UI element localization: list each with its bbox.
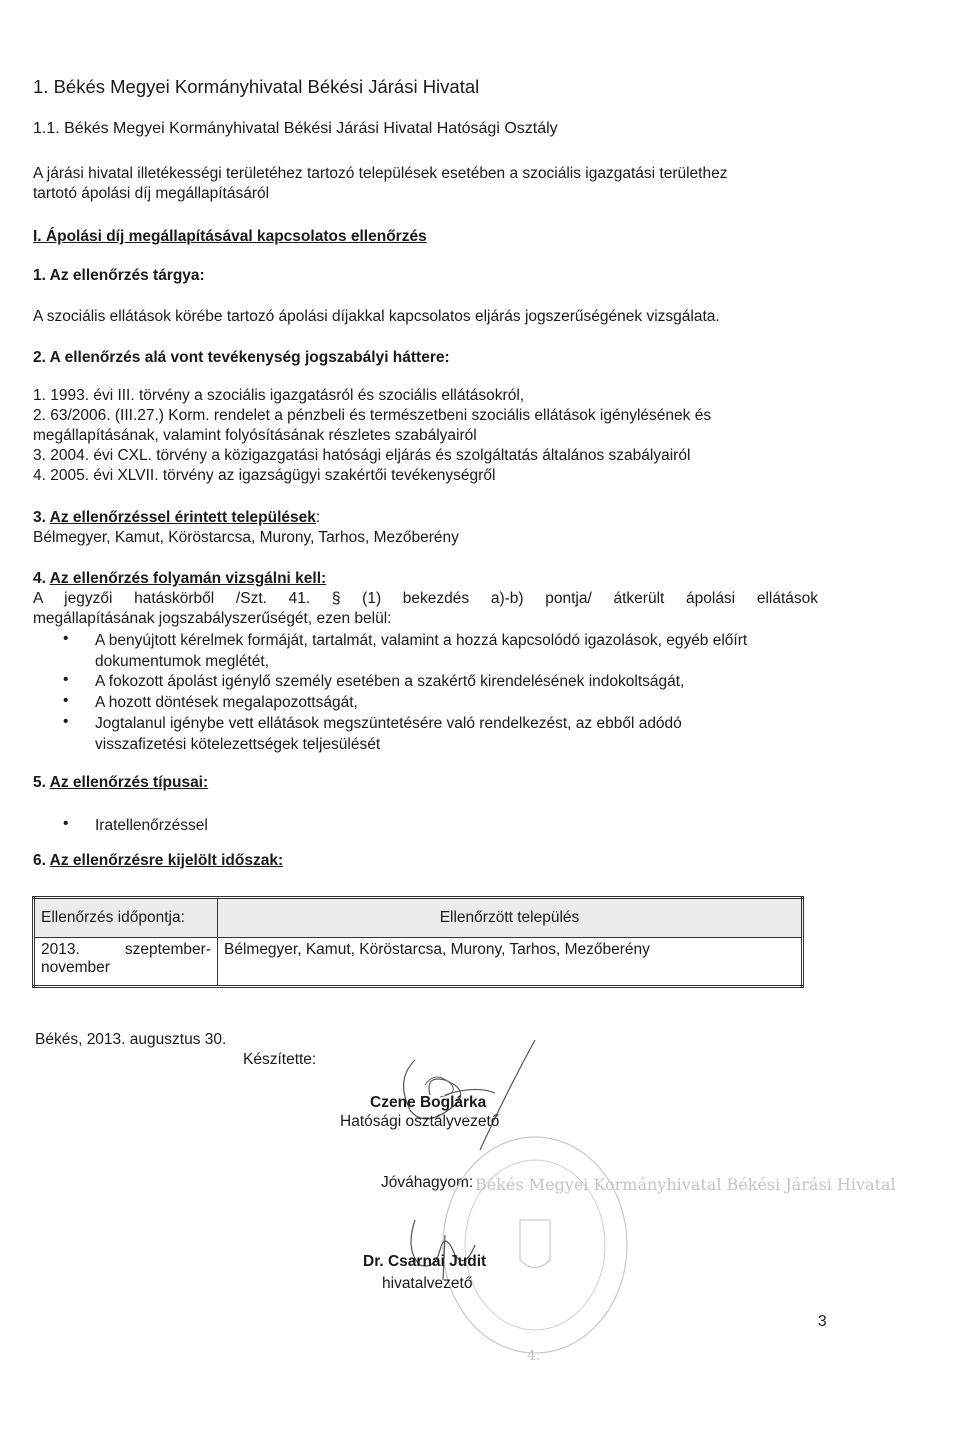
bullet-dot: •	[63, 815, 69, 832]
s3-title	[33, 508, 320, 528]
s3-title-num: 3.	[33, 509, 50, 526]
approver-name: Dr. Csarnai Judit	[363, 1253, 487, 1270]
bullet-item-2: A fokozott ápolást igénylő személy esetében a szakértő kirendelésének indokoltságát,	[95, 673, 685, 690]
s5-title-num: 5.	[33, 774, 50, 791]
bullet-dot: •	[63, 630, 69, 647]
s4-intro-2: megállapításának jogszabályszerűségét, ezen belül:	[33, 610, 392, 627]
preparer-title: Hatósági osztályvezető	[340, 1113, 500, 1130]
law-item-4: 4. 2005. évi XLVII. törvény az igazságügyi szakértői tevékenységről	[33, 467, 496, 484]
s1-title: 1. Az ellenőrzés tárgya:	[33, 267, 205, 284]
approve-label: Jóváhagyom:	[381, 1174, 474, 1191]
s5-title	[33, 773, 208, 793]
bullet-item-1-line-2: dokumentumok meglétét,	[95, 653, 270, 670]
prepared-by-label: Készítette:	[243, 1051, 317, 1068]
approver-title: hivatalvezető	[382, 1275, 473, 1292]
bullet-dot: •	[63, 671, 69, 688]
intro-line-2: tartotó ápolási díj megállapításáról	[33, 185, 270, 202]
s5-title-text: Az ellenőrzés típusai:	[49, 774, 209, 791]
s2-title: 2. A ellenőrzés alá vont tevékenység jogszabályi háttere:	[33, 349, 450, 366]
bullet-item-1-line-1: A benyújtott kérelmek formáját, tartalmát, valamint a hozzá kapcsolódó igazolások, egyéb előírt	[95, 632, 748, 649]
stamp-number: 4.	[527, 1348, 541, 1364]
table-row	[34, 938, 803, 987]
bullet-item-4	[95, 713, 835, 755]
header-inspection-date: Ellenőrzés időpontja:	[34, 898, 218, 938]
s3-title-colon: :	[315, 509, 321, 526]
place-date: Békés, 2013. augusztus 30.	[35, 1031, 227, 1048]
intro-line-1: A járási hivatal illetékességi területéhez tartozó települések esetében a szociális igazgatási területhez	[33, 165, 728, 182]
cell-localities: Bélmegyer, Kamut, Köröstarcsa, Murony, Tarhos, Mezőberény	[218, 938, 803, 987]
bullet-dot: •	[63, 692, 69, 709]
s3-title-text: Az ellenőrzéssel érintett települések	[49, 509, 316, 526]
s1-text: A szociális ellátások körébe tartozó ápolási díjakkal kapcsolatos eljárás jogszerűségének vizsgálata.	[33, 308, 720, 325]
law-item-2-cont: megállapításának, valamint folyósításának részletes szabályairól	[33, 427, 477, 444]
s4-title-num: 4.	[33, 570, 50, 587]
section-title: I. Ápolási díj megállapításával kapcsolatos ellenőrzés	[33, 228, 427, 245]
heading-1: 1. Békés Megyei Kormányhivatal Békési Járási Hivatal	[33, 76, 480, 97]
s4-title	[33, 569, 326, 589]
s6-title-num: 6.	[33, 852, 50, 869]
law-item-1: 1. 1993. évi III. törvény a szociális igazgatásról és szociális ellátásokról,	[33, 387, 525, 404]
s2-list	[33, 386, 833, 486]
s6-title	[33, 851, 283, 871]
page-number: 3	[818, 1313, 827, 1330]
period-line-1	[41, 941, 211, 959]
bullet-item-1	[95, 630, 835, 672]
table-header-row	[34, 898, 803, 938]
bullet-dot: •	[63, 713, 69, 730]
law-item-2: 2. 63/2006. (III.27.) Korm. rendelet a pénzbeli és természetbeni szociális ellátások igénylésének és	[33, 407, 712, 424]
heading-1-1: 1.1. Békés Megyei Kormányhivatal Békési Járási Hivatal Hatósági Osztály	[33, 120, 558, 137]
s4-title-text: Az ellenőrzés folyamán vizsgálni kell:	[49, 570, 327, 587]
period-end: november	[41, 959, 110, 976]
bullet-item-3: A hozott döntések megalapozottságát,	[95, 694, 358, 711]
s3-text: Bélmegyer, Kamut, Köröstarcsa, Murony, Tarhos, Mezőberény	[33, 529, 459, 546]
bullet-item-4-line-1: Jogtalanul igénybe vett ellátások megszüntetésére való rendelkezést, az ebből adódó	[95, 715, 682, 732]
header-inspected-locality: Ellenőrzött település	[218, 898, 803, 938]
preparer-name: Czene Boglárka	[370, 1094, 487, 1111]
schedule-table	[32, 896, 804, 988]
bullet-item-4-line-2: visszafizetési kötelezettségek teljesülését	[95, 736, 381, 753]
stamp-text: Békés Megyei Kormányhivatal Békési Járási Hivatal	[475, 1175, 896, 1194]
s5-bullet: Iratellenőrzéssel	[95, 817, 208, 834]
s4-intro-1: A jegyzői hatáskörből /Szt. 41. § (1) bekezdés a)-b) pontja/ átkerült ápolási ellátások	[33, 590, 818, 607]
period-year: 2013.	[41, 941, 80, 958]
s6-title-text: Az ellenőrzésre kijelölt időszak:	[49, 852, 284, 869]
cell-inspection-period	[34, 938, 218, 987]
period-start: szeptember-	[124, 941, 211, 958]
law-item-3: 3. 2004. évi CXL. törvény a közigazgatási hatósági eljárás és szolgáltatás általános szabályairól	[33, 447, 691, 464]
intro-paragraph	[33, 164, 933, 204]
